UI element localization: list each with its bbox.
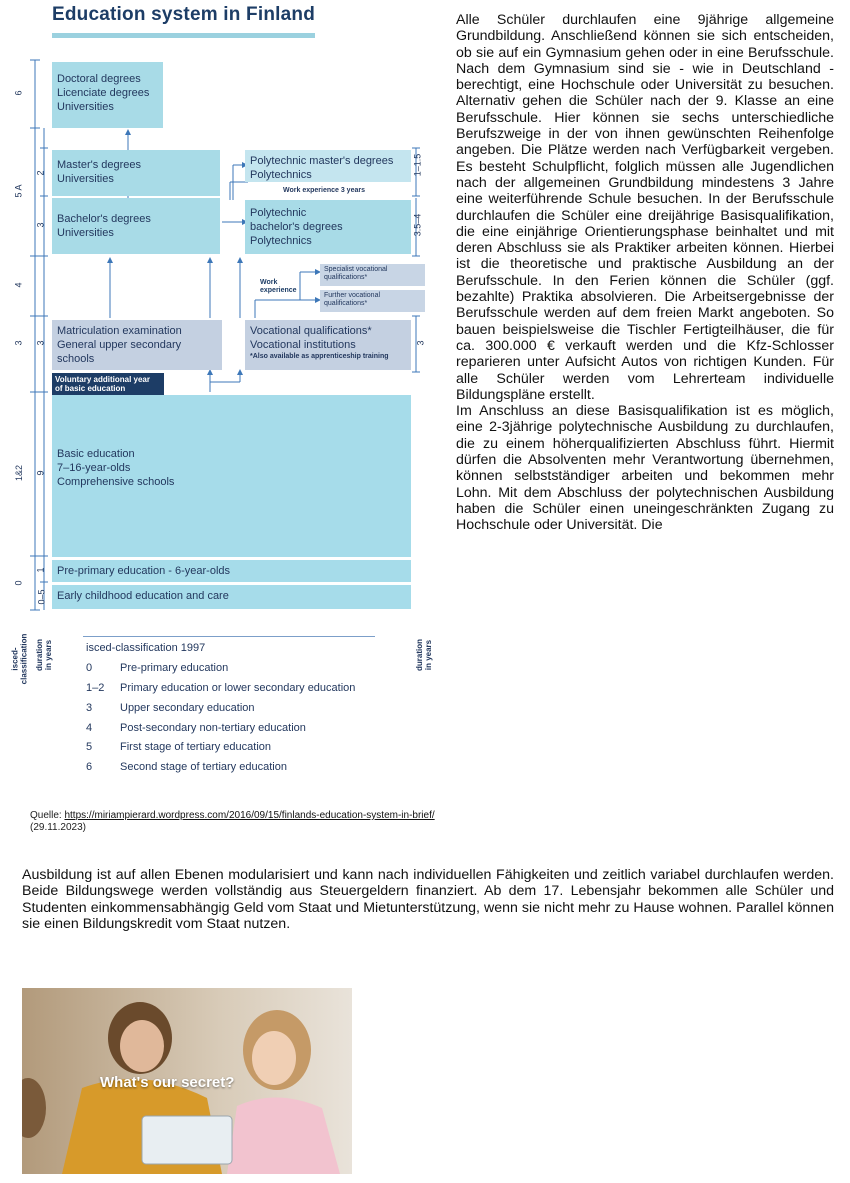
duration-left-header: duration in years bbox=[35, 639, 53, 671]
legend-row: 0 Pre-primary education bbox=[86, 662, 229, 674]
legend-row: 6 Second stage of tertiary education bbox=[86, 761, 287, 773]
duration-right-3: 3 bbox=[415, 340, 426, 346]
box-pre-primary: Pre-primary education - 6-year-olds bbox=[52, 560, 411, 582]
source-citation: Quelle: https://miriampierard.wordpress.com/2016/09/15/finlands-education-system-in-brief/ (29.11.2023) bbox=[30, 810, 435, 833]
box-poly-masters: Polytechnic master's degrees Polytechnics bbox=[245, 150, 411, 182]
legend-row: 1–2 Primary education or lower secondary education bbox=[86, 682, 356, 694]
work-experience-label: Work experience bbox=[260, 279, 297, 294]
duration-1: 1 bbox=[35, 567, 46, 573]
work-experience-3-years: Work experience 3 years bbox=[283, 187, 365, 194]
duration-3-bachelor: 3 bbox=[35, 222, 46, 228]
legend-divider bbox=[83, 636, 375, 637]
box-specialist-vocational: Specialist vocational qualifications* bbox=[320, 264, 425, 286]
duration-right-header: duration in years bbox=[415, 639, 433, 671]
box-poly-bachelor: Polytechnic bachelor's degrees Polytechnics bbox=[245, 200, 411, 254]
duration-9: 9 bbox=[35, 470, 46, 476]
box-doctoral: Doctoral degrees Licenciate degrees Universities bbox=[52, 62, 163, 128]
box-matriculation: Matriculation examination General upper secondary schools bbox=[52, 320, 222, 370]
source-link[interactable]: https://miriampierard.wordpress.com/2016/09/15/finlands-education-system-in-brief/ bbox=[64, 810, 435, 821]
paragraph: Ausbildung ist auf allen Ebenen modularisiert und kann nach individuellen Fähigkeiten und zeitlich variabel durchlaufen werden. Beide Bildungswege werden vollständig aus Steuergeldern finanziert. Ab dem 17. Lebensjahr bekommen alle Schüler und Studenten einkommensabhängig Geld vom Staat und Mietunterstützung, wenn sie nicht mehr zu Hause wohnen. Parallel können sie einen Bildungskredit vom Staat nutzen. bbox=[22, 867, 834, 932]
duration-right-1-1-5: 1–1.5 bbox=[412, 153, 423, 177]
isced-classification-header: isced- classification bbox=[10, 633, 29, 685]
paragraph: Im Anschluss an diese Basisqualifikation ist es möglich, eine 2-3jährige polytechnische Ausbildung zu durchlaufen, die zu einem höherqualifizierten Abschluss führt. Hiermit dürfen die Absolventen mehr Verantwortung übernehmen, können selbstständiger arbeiten und bekommen mehr Lohn. Mit dem Abschluss der polytechnischen Ausbildung haben die Schüler einen uneingeschränkten Zugang zu Hochschule oder Universität. Die bbox=[456, 403, 834, 534]
box-further-vocational: Further vocational qualifications* bbox=[320, 290, 425, 312]
isced-level-0: 0 bbox=[13, 580, 24, 586]
duration-2: 2 bbox=[35, 170, 46, 176]
isced-level-1-2: 1&2 bbox=[14, 464, 25, 482]
box-bachelors: Bachelor's degrees Universities bbox=[52, 198, 220, 254]
legend-row: 5 First stage of tertiary education bbox=[86, 741, 272, 753]
article-column bbox=[456, 12, 834, 534]
isced-level-6: 6 bbox=[13, 90, 24, 96]
duration-3-upper: 3 bbox=[35, 340, 46, 346]
legend-row: 3 Upper secondary education bbox=[86, 702, 255, 714]
duration-0-5: 0–5 bbox=[36, 589, 47, 605]
classroom-photo bbox=[22, 988, 352, 1174]
voluntary-year-label: Voluntary additional year of basic education bbox=[52, 373, 164, 395]
box-masters: Master's degrees Universities bbox=[52, 150, 220, 196]
isced-level-4: 4 bbox=[13, 282, 24, 288]
paragraph: Alle Schüler durchlaufen eine 9jährige allgemeine Grundbildung. Anschließend können sie sich entscheiden, ob sie auf ein Gymnasium gehen oder in eine Berufsschule. Nach dem Gymnasium sind sie - wie in Deutschland - berechtigt, eine Hochschule oder Universität zu besuchen. Alternativ gehen die Schüler nach der 9. Klasse an eine Berufsschule. Hier können sie sechs unterschiedliche Berufszweige in der von ihnen gewünschten Reihenfolge angeben. Die Plätze werden nach Verfügbarkeit vergeben. Es besteht Schulpflicht, folglich müssen alle Jugendlichen nach der allgemeinen Grundbildung mindestens 3 Jahre eine weiterführende Schule besuchen. In der Berufsschule durchlaufen die Schüler eine dreijährige Basisqualifikation, die eine einjährige Orientierungsphase beinhaltet und mit deren Abschluss sie als Praktiker arbeiten können. Hierbei ist die theoretische und praktische Ausbildung an der Berufsschule. In den Ferien können die Schüler (ggf. bezahlte) Praktika absolvieren. Die Arbeitsergebnisse der Berufsschule werden auf dem freien Markt angeboten. So bauen beispielsweise die Tischler Fertigteilhäuser, die für ca. 300.000 € verkauft werden und die Kfz-Schlosser reparieren unter Aufsicht Autos von richtigen Kunden. Für alle Schüler werden vom Lehrerteam individuelle Bildungspläne erstellt. bbox=[456, 12, 834, 403]
duration-right-3-5-4: 3.5–4 bbox=[412, 213, 423, 237]
legend-title: isced-classification 1997 bbox=[86, 642, 206, 654]
legend-row: 4 Post-secondary non-tertiary education bbox=[86, 722, 306, 734]
education-diagram bbox=[0, 0, 433, 840]
diagram-title: Education system in Finland bbox=[52, 4, 315, 25]
photo-caption: What's our secret? bbox=[100, 1074, 235, 1091]
box-vocational: Vocational qualifications* Vocational institutions *Also available as apprenticeship training bbox=[245, 320, 411, 370]
isced-level-3: 3 bbox=[13, 340, 24, 346]
isced-level-5a: 5 A bbox=[13, 184, 24, 198]
box-early-childhood: Early childhood education and care bbox=[52, 585, 411, 609]
article-full-width bbox=[22, 867, 834, 932]
box-basic-education: Basic education 7–16-year-olds Comprehensive schools bbox=[52, 395, 411, 557]
